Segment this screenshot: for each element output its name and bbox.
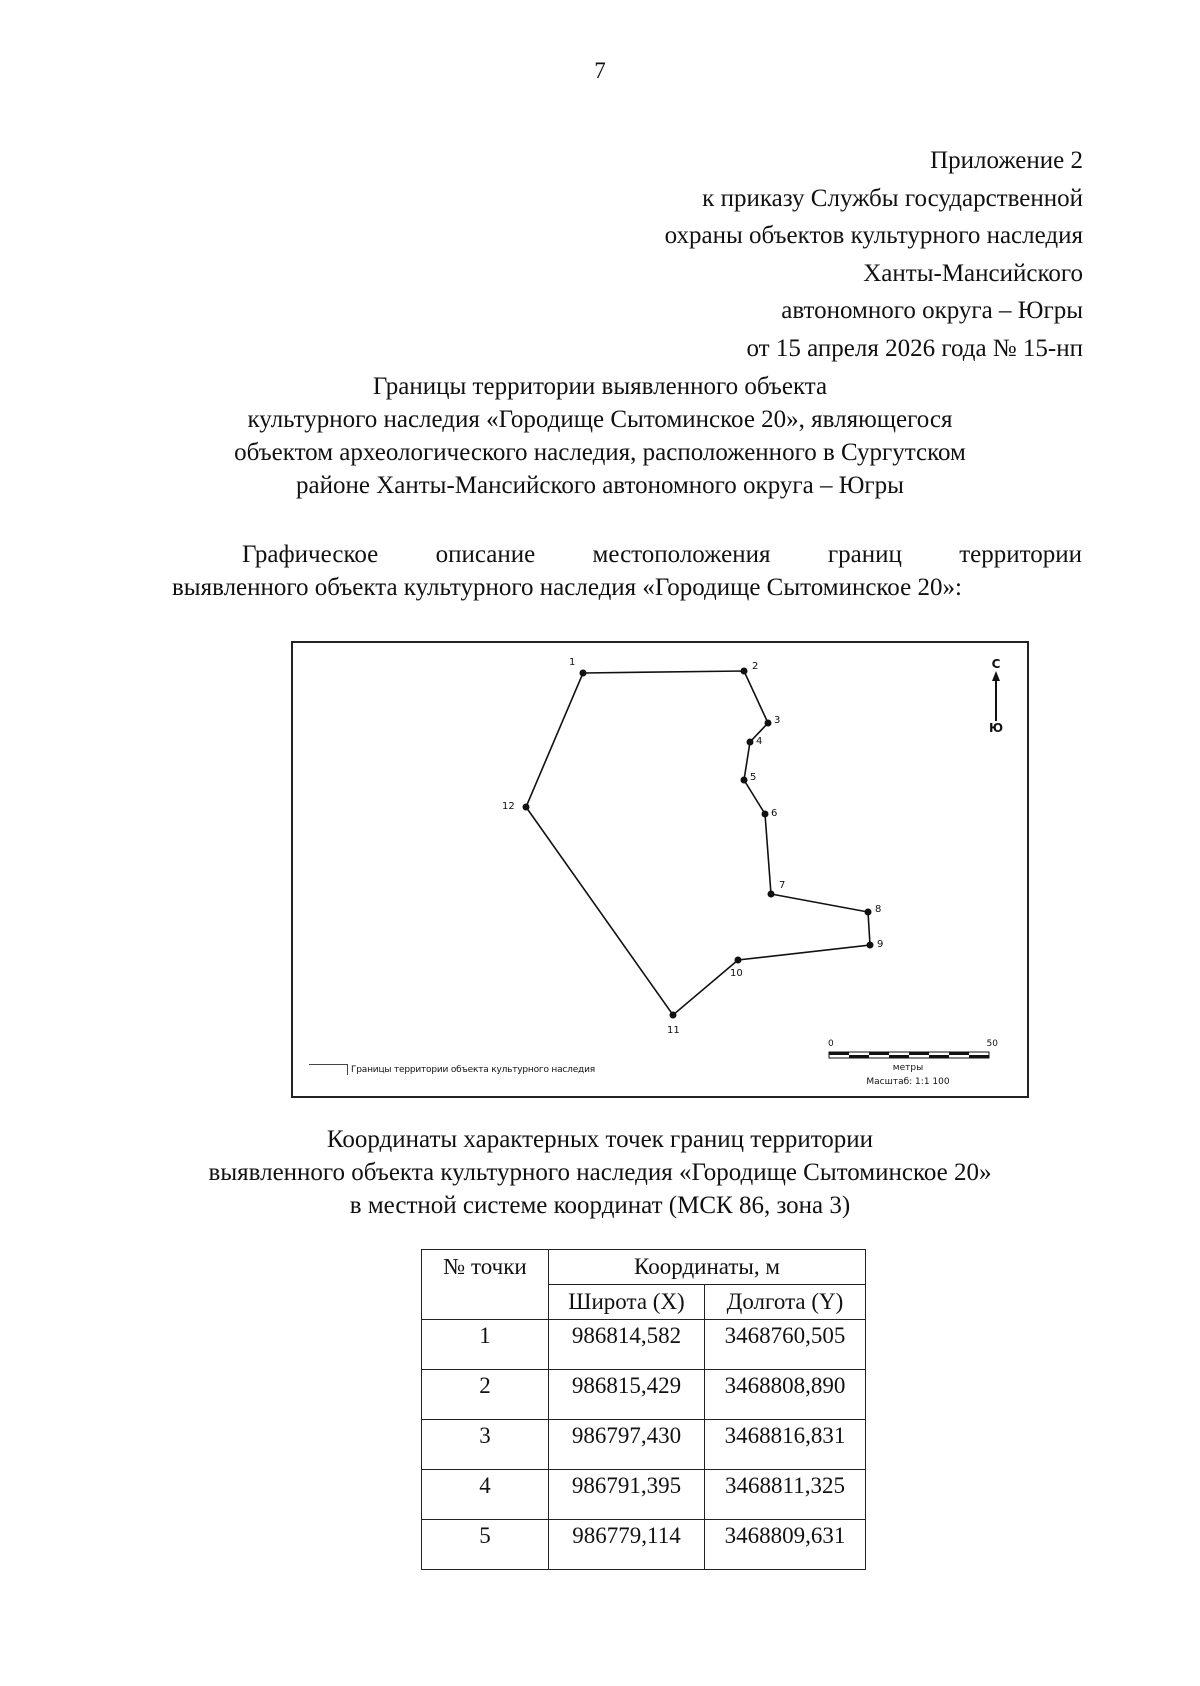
- cell-x: 986815,429: [549, 1370, 705, 1420]
- desc-word: границ: [827, 541, 902, 568]
- vertex-label-2: 2: [752, 661, 759, 672]
- vertex-point-4: [747, 739, 754, 746]
- heading-line: районе Ханты-Мансийского автономного округа – Югры: [296, 472, 904, 499]
- vertex-label-4: 4: [756, 736, 763, 747]
- desc-word: территории: [959, 541, 1082, 568]
- table-row: [422, 1470, 866, 1520]
- cell-x: 986779,114: [549, 1520, 705, 1570]
- coordinates-heading-line: выявленного объекта культурного наследия «Городище Сытоминское 20»: [208, 1159, 992, 1186]
- appendix-line: от 15 апреля 2026 года № 15-нп: [746, 334, 1083, 362]
- compass-south-label: Ю: [988, 721, 1004, 735]
- vertex-label-9: 9: [877, 939, 884, 950]
- desc-word: местоположения: [592, 541, 771, 568]
- vertex-point-11: [670, 1012, 677, 1019]
- north-arrow: [981, 657, 1011, 737]
- vertex-label-8: 8: [875, 904, 882, 915]
- vertex-label-1: 1: [569, 657, 576, 668]
- vertex-label-3: 3: [774, 715, 781, 726]
- vertex-layer: [523, 668, 874, 1019]
- map-legend: [309, 1064, 595, 1075]
- vertex-point-3: [765, 720, 772, 727]
- cell-y: 3468809,631: [705, 1520, 866, 1570]
- compass-north-label: С: [991, 657, 1001, 671]
- boundary-polygon: [526, 671, 870, 1015]
- table-row: [422, 1420, 866, 1470]
- heading-line: объектом археологического наследия, расположенного в Сургутском: [234, 439, 966, 466]
- coordinates-table: [421, 1249, 866, 1570]
- vertex-point-10: [735, 957, 742, 964]
- appendix-line: автономного округа – Югры: [781, 297, 1083, 324]
- vertex-label-7: 7: [779, 880, 786, 891]
- table-row: [422, 1370, 866, 1420]
- coordinates-heading-line: Координаты характерных точек границ территории: [326, 1126, 874, 1153]
- vertex-label-12: 12: [502, 801, 515, 812]
- document-heading: [0, 370, 1200, 502]
- vertex-point-12: [523, 804, 530, 811]
- scale-unit-label: метры: [892, 1063, 924, 1073]
- scale-start-label: 0: [828, 1039, 834, 1049]
- page-number: 7: [594, 58, 606, 83]
- table-row: [422, 1320, 866, 1370]
- cell-point: 2: [422, 1370, 549, 1420]
- vertex-label-11: 11: [667, 1025, 680, 1036]
- cell-x: 986791,395: [549, 1470, 705, 1520]
- cell-y: 3468816,831: [705, 1420, 866, 1470]
- scale-end-label: 50: [986, 1039, 998, 1049]
- vertex-point-7: [768, 891, 775, 898]
- cell-x: 986814,582: [549, 1320, 705, 1370]
- vertex-point-2: [741, 668, 748, 675]
- cell-y: 3468760,505: [705, 1320, 866, 1370]
- coordinates-heading: [0, 1123, 1200, 1222]
- desc-word: описание: [435, 541, 536, 568]
- cell-point: 1: [422, 1320, 549, 1370]
- vertex-label-5: 5: [750, 772, 757, 783]
- header-longitude: Долгота (Y): [705, 1285, 866, 1320]
- appendix-line: Приложение 2: [930, 147, 1083, 174]
- vertex-label-6: 6: [771, 808, 778, 819]
- cell-point: 5: [422, 1520, 549, 1570]
- cell-y: 3468808,890: [705, 1370, 866, 1420]
- boundary-map-drawing: [293, 643, 1027, 1096]
- cell-point: 4: [422, 1470, 549, 1520]
- scale-ratio-label: Масштаб: 1:1 100: [866, 1077, 950, 1087]
- vertex-point-9: [867, 942, 874, 949]
- header-point-number: № точки: [422, 1250, 549, 1320]
- cell-y: 3468811,325: [705, 1470, 866, 1520]
- header-latitude: Широта (X): [549, 1285, 705, 1320]
- appendix-block: [665, 142, 1083, 367]
- cell-x: 986797,430: [549, 1420, 705, 1470]
- cell-point: 3: [422, 1420, 549, 1470]
- scale-bar: [828, 1039, 1008, 1093]
- vertex-point-1: [580, 670, 587, 677]
- vertex-point-5: [741, 777, 748, 784]
- vertex-point-8: [865, 909, 872, 916]
- appendix-line: Ханты-Мансийского: [863, 259, 1083, 287]
- desc-word: Графическое: [242, 541, 379, 568]
- appendix-line: охраны объектов культурного наследия: [664, 222, 1083, 249]
- coordinates-heading-line: в местной системе координат (МСК 86, зона 3): [349, 1192, 851, 1219]
- vertex-point-6: [762, 811, 769, 818]
- heading-line: культурного наследия «Городище Сытоминское 20», являющегося: [247, 406, 953, 433]
- header-coordinates: Координаты, м: [549, 1250, 866, 1285]
- boundary-map: [291, 641, 1029, 1098]
- legend-text: Границы территории объекта культурного наследия: [351, 1064, 595, 1075]
- graphic-description-line1: [172, 538, 1082, 571]
- vertex-label-10: 10: [730, 968, 743, 979]
- graphic-description: [172, 538, 1082, 604]
- heading-line: Границы территории выявленного объекта: [372, 373, 828, 400]
- graphic-description-line2: выявленного объекта культурного наследия «Городище Сытоминское 20»:: [172, 574, 962, 601]
- legend-line-icon: [309, 1064, 348, 1075]
- appendix-line: к приказу Службы государственной: [702, 184, 1083, 212]
- table-row: [422, 1520, 866, 1570]
